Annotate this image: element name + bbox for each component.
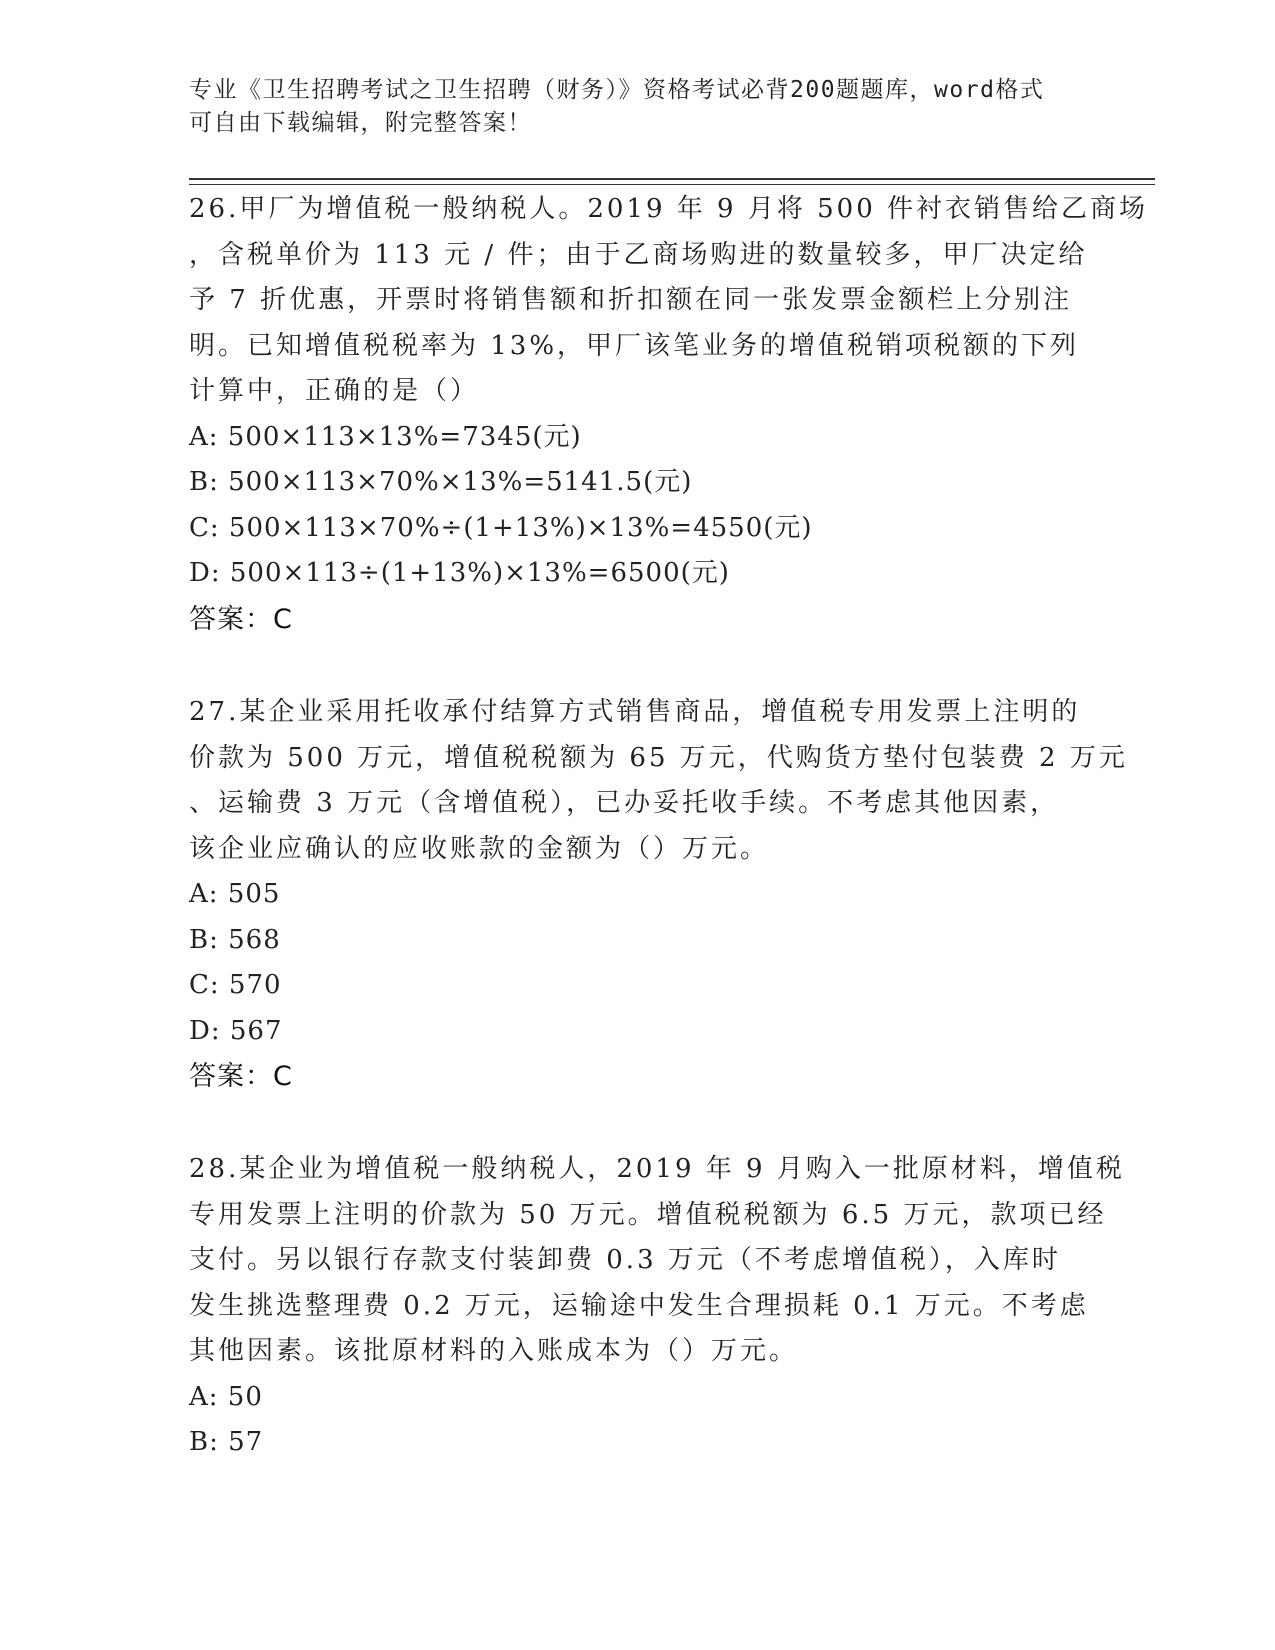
question-stem-line: 27.某企业采用托收承付结算方式销售商品，增值税专用发票上注明的 (189, 697, 1081, 727)
option-d: D: 500×113÷(1+13%)×13%=6500(元) (189, 558, 730, 588)
question-stem (189, 690, 1128, 872)
question-stem-line: 予 7 折优惠，开票时将销售额和折扣额在同一张发票金额栏上分别注 (189, 285, 1073, 315)
question-stem-line: 支付。另以银行存款支付装卸费 0.3 万元（不考虑增值税），入库时 (189, 1245, 1061, 1275)
question-27 (189, 690, 1128, 1100)
option-d: D: 567 (189, 1015, 283, 1046)
header-divider-thick (189, 178, 1155, 180)
question-stem-line: 该企业应确认的应收账款的金额为（）万元。 (189, 833, 770, 864)
question-stem-line: ，含税单价为 113 元 / 件；由于乙商场购进的数量较多，甲厂决定给 (189, 239, 1088, 270)
question-stem (189, 187, 1149, 415)
header-title-line-2: 可自由下载编辑，附完整答案！ (189, 110, 532, 136)
question-stem-line: 发生挑选整理费 0.2 万元，运输途中发生合理损耗 0.1 万元。不考虑 (189, 1290, 1089, 1321)
option-a: A: 505 (189, 879, 281, 909)
answer-line: 答案：C (189, 1061, 293, 1092)
option-b: B: 568 (189, 924, 281, 955)
question-26 (189, 187, 1149, 643)
question-stem-line: 价款为 500 万元，增值税税额为 65 万元，代购货方垫付包装费 2 万元 (189, 742, 1128, 773)
question-stem-line: 28.某企业为增值税一般纳税人，2019 年 9 月购入一批原材料，增值税 (189, 1154, 1125, 1184)
answer-line: 答案：C (189, 603, 293, 635)
option-a: A: 500×113×13%=7345(元) (189, 421, 582, 452)
option-a: A: 50 (189, 1381, 263, 1412)
question-stem-line: 、运输费 3 万元（含增值税），已办妥托收手续。不考虑其他因素， (189, 788, 1060, 818)
question-stem-line: 其他因素。该批原材料的入账成本为（）万元。 (189, 1336, 799, 1366)
header-title-line-1: 专业《卫生招聘考试之卫生招聘（财务）》资格考试必背200题题库，word格式 (189, 77, 1045, 103)
question-stem-line: 明。已知增值税税率为 13%，甲厂该笔业务的增值税销项税额的下列 (189, 330, 1080, 361)
header-divider-thin (189, 184, 1155, 185)
option-b: B: 500×113×70%×13%=5141.5(元) (189, 467, 693, 497)
question-28 (189, 1147, 1125, 1466)
question-stem-line: 专用发票上注明的价款为 50 万元。增值税税额为 6.5 万元，款项已经 (189, 1199, 1107, 1230)
document-header (189, 74, 1089, 140)
question-stem-line: 计算中，正确的是（） (189, 376, 480, 406)
question-stem (189, 1147, 1125, 1375)
option-c: C: 500×113×70%÷(1+13%)×13%=4550(元) (189, 512, 813, 543)
question-stem-line: 26.甲厂为增值税一般纳税人。2019 年 9 月将 500 件衬衣销售给乙商场 (189, 194, 1149, 224)
option-c: C: 570 (189, 970, 282, 1000)
option-b: B: 57 (189, 1427, 264, 1457)
